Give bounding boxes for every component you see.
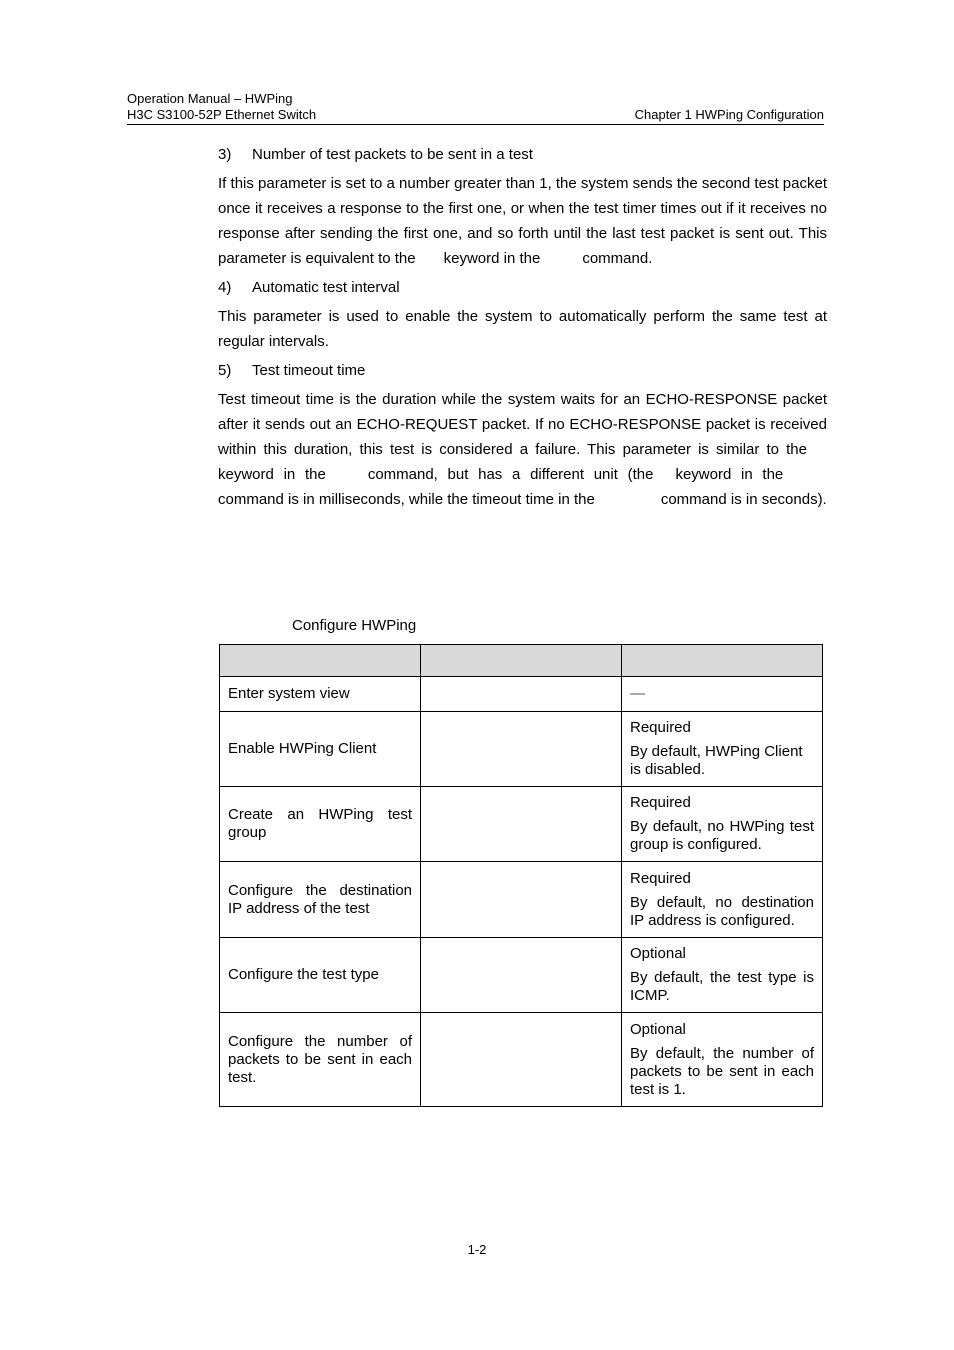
command-cell	[421, 938, 622, 1013]
list-item-5: 5) Test timeout time	[218, 362, 366, 379]
running-header-left	[127, 91, 316, 123]
description-cell	[622, 1013, 823, 1107]
list-item-3: 3) Number of test packets to be sent in a test	[218, 146, 533, 163]
description-cell	[622, 712, 823, 787]
requirement-label: Required	[630, 869, 691, 887]
paragraph-test-interval: This parameter is used to enable the system to automatically perform the same test at regular intervals.	[218, 308, 827, 350]
command-cell	[421, 677, 622, 712]
command-cell	[421, 1013, 622, 1107]
table-row	[220, 1013, 823, 1107]
operation-cell: Configure the test type	[220, 938, 421, 1013]
operation-cell: Enter system view	[220, 677, 421, 712]
paragraph-test-packets: If this parameter is set to a number greater than 1, the system sends the second test packet once it receives a response to the first one, or when the test timer times out if it receives no response after sending the first one, and so forth until the last test packet is sent out. This parameter is equivalent to the keyword in the command.	[218, 175, 827, 267]
header-cell-command	[421, 645, 622, 677]
page-number: 1-2	[467, 1242, 487, 1257]
description-cell	[622, 938, 823, 1013]
table-row	[220, 787, 823, 862]
requirement-label: Required	[630, 794, 691, 811]
table-row	[220, 938, 823, 1013]
default-note: By default, the test type is ICMP.	[630, 969, 814, 1004]
list-item-4: 4) Automatic test interval	[218, 279, 400, 296]
default-note: By default, no destination IP address is configured.	[630, 893, 814, 929]
header-cell-operation	[220, 645, 421, 677]
table-row	[220, 677, 823, 712]
command-cell	[421, 787, 622, 862]
body-content	[218, 144, 827, 512]
header-cell-description	[622, 645, 823, 677]
operation-cell: Create an HWPing test group	[220, 787, 421, 862]
table-row	[220, 862, 823, 938]
requirement-label: Optional	[630, 945, 686, 962]
product-name: H3C S3100-52P Ethernet Switch	[127, 107, 317, 122]
paragraph-timeout: Test timeout time is the duration while the system waits for an ECHO-RESPONSE packet after it sends out an ECHO-REQUEST packet. If no ECHO-RESPONSE packet is received within this duration, this test is considered a failure. This parameter is similar to thekeyword in the command, but has a different unit (the keyword in the command is in milliseconds, while the timeout time in the command is in seconds).	[218, 391, 827, 508]
chapter-title: Chapter 1 HWPing Configuration	[634, 107, 824, 122]
table-caption: Configure HWPing	[292, 617, 417, 634]
configuration-table	[219, 644, 823, 1107]
operation-cell: Configure the number of packets to be sent in each test.	[220, 1013, 421, 1107]
command-cell	[421, 862, 622, 938]
header-rule	[127, 124, 824, 125]
operation-cell: Enable HWPing Client	[220, 712, 421, 787]
default-note: By default, the number of packets to be sent in each test is 1.	[630, 1044, 814, 1098]
default-note: By default, HWPing Client is disabled.	[630, 743, 803, 778]
operation-cell: Configure the destination IP address of the test	[220, 862, 421, 938]
requirement-label: Optional	[630, 1020, 686, 1038]
description-cell	[622, 862, 823, 938]
description-cell: —	[622, 677, 823, 712]
command-cell	[421, 712, 622, 787]
requirement-label: Required	[630, 719, 691, 736]
description-cell	[622, 787, 823, 862]
table-header-row	[220, 645, 823, 677]
manual-title: Operation Manual – HWPing	[127, 91, 293, 106]
table-row	[220, 712, 823, 787]
default-note: By default, no HWPing test group is configured.	[630, 818, 814, 853]
